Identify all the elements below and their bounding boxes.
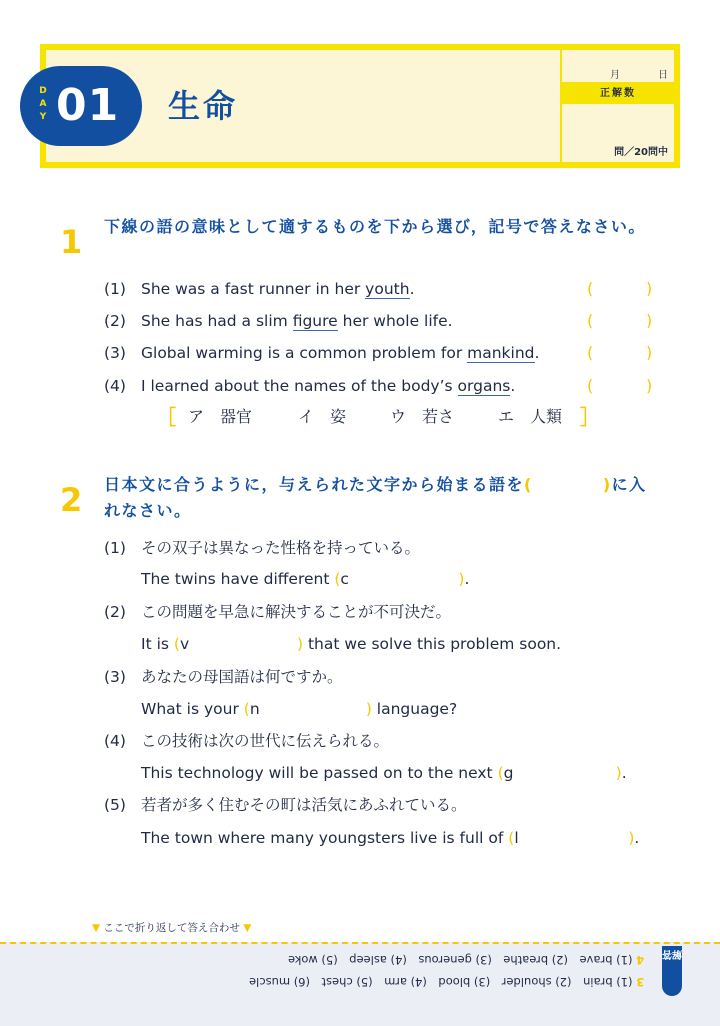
choice-kana: イ [298,407,315,426]
answer-text: (1) brave (2) breathe (3) generous (4) asleep (5) woke [287,953,633,967]
fold-instruction [92,920,251,935]
score-total-label: 問／20問中 [614,147,668,158]
blank-close: ) [615,764,622,782]
instruction-text: 日本文に合うように，与えられた文字から始まる語を [104,475,525,494]
sentence-text: It is [141,635,174,653]
choice-text: 人類 [530,407,563,426]
answer-line-3 [249,974,644,990]
sentence-text: The town where many youngsters live is full of [141,829,509,847]
section-1-number: 1 [60,223,83,261]
answer-number: 3 [635,975,644,989]
english-sentence [141,698,457,720]
question-number: (5) [104,796,126,814]
answer-tab [662,946,682,996]
triangle-down-icon: ▼ [243,922,252,934]
sentence-text: . [621,764,627,782]
blank-open: ( [243,700,250,718]
sentence-text: . [510,377,516,395]
blank-letter[interactable]: n [249,700,260,718]
question-sentence [141,278,415,300]
sentence-text: What is your [141,700,244,718]
answer-bracket-open[interactable]: ( [587,311,594,330]
sentence-text: . [409,280,415,298]
question-sentence [141,310,453,332]
english-sentence [141,827,639,849]
day-number: 01 [56,80,120,131]
underlined-word: figure [292,312,338,330]
day-letter-y: Y [39,112,47,122]
sentence-text: Global warming is a common problem for [141,344,468,362]
english-sentence [141,633,561,655]
underlined-word: youth [365,280,410,298]
choice-text: 器官 [220,407,253,426]
sentence-text: I learned about the names of the body’s [141,377,458,395]
blank-close: ) [458,570,465,588]
blank-close: ) [296,635,304,653]
answer-bracket-close[interactable]: ) [646,311,653,330]
day-label [38,85,48,124]
choice-text: 若さ [422,407,455,426]
japanese-sentence: この問題を早急に解決することが不可決だ。 [141,603,452,621]
day-letter-d: D [39,86,47,96]
section-2-number: 2 [60,481,83,519]
choice-text: 姿 [330,407,347,426]
question-number: (2) [104,312,126,330]
question-number: (2) [104,603,126,621]
choice-kana: ア [188,407,205,426]
japanese-sentence: その双子は異なった性格を持っている。 [141,539,421,557]
answer-text: (1) brain (2) shoulder (3) blood (4) arm (5) chest (6) muscle [248,975,633,989]
sentence-text: . [464,570,470,588]
choice-bracket-open: ［ [156,405,176,429]
answer-line-4 [288,952,644,968]
section-1-instruction: 下線の語の意味として適するものを下から選び，記号で答えなさい。 [104,217,646,236]
question-number: (3) [104,344,126,362]
answer-number: 4 [635,953,644,967]
answer-bracket-open[interactable]: ( [587,376,594,395]
sentence-text: language? [371,700,458,718]
question-number: (1) [104,539,126,557]
question-number: (4) [104,377,126,395]
choice-bracket-close: ］ [580,405,600,429]
question-number: (3) [104,668,126,686]
sentence-text: . [534,344,540,362]
date-field [562,50,674,84]
day-of-month-label: 日 [658,70,668,81]
question-number: (1) [104,280,126,298]
blank-close: ) [365,700,372,718]
triangle-down-icon: ▼ [92,922,101,934]
page-title: 生命 [168,87,239,125]
answer-bracket-close[interactable]: ) [646,376,653,395]
choice-item [188,404,252,430]
question-sentence [141,342,539,364]
choice-item [390,404,454,430]
underlined-word: organs [457,377,511,395]
english-sentence [141,762,627,784]
answer-bracket-open[interactable]: ( [587,279,594,298]
sentence-text: She has had a slim [141,312,293,330]
instruction-paren: ( ) [524,475,612,494]
blank-open: ( [508,829,515,847]
japanese-sentence: この技術は次の世代に伝えられる。 [141,732,390,750]
instruction-text: に入れなさい。 [104,475,647,520]
blank-letter[interactable]: v [179,635,190,653]
sentence-text: This technology will be passed on to the next [141,764,498,782]
sentence-text: She was a fast runner in her [141,280,366,298]
answer-tab-label: 解答 [662,948,682,959]
japanese-sentence: 若者が多く住むその町は活気にあふれている。 [141,796,467,814]
blank-letter[interactable]: g [503,764,514,782]
choice-list [156,404,606,430]
sentence-text: . [634,829,640,847]
blank-open: ( [173,635,180,653]
month-label: 月 [610,70,620,81]
question-number: (4) [104,732,126,750]
fold-instruction-text: ここで折り返して答え合わせ [103,922,240,934]
choice-kana: ウ [390,407,407,426]
answer-bracket-close[interactable]: ) [646,279,653,298]
blank-open: ( [334,570,341,588]
sentence-text: The twins have different [141,570,335,588]
choice-kana: エ [498,407,515,426]
answer-bracket-close[interactable]: ) [646,343,653,362]
choice-item [498,404,562,430]
day-letter-a: A [39,99,47,109]
blank-letter[interactable]: c [340,570,349,588]
underlined-word: mankind [467,344,535,362]
answer-bracket-open[interactable]: ( [587,343,594,362]
score-box [560,50,674,162]
sentence-text: her whole life. [337,312,453,330]
sentence-text: that we solve this problem soon. [303,635,562,653]
choice-item [298,404,346,430]
blank-open: ( [497,764,504,782]
english-sentence [141,568,469,590]
japanese-sentence: あなたの母国語は何ですか。 [141,668,343,686]
section-2-instruction [104,472,664,524]
question-sentence [141,375,515,397]
correct-count-label: 正解数 [562,84,674,104]
blank-close: ) [628,829,635,847]
blank-letter[interactable]: l [514,829,519,847]
